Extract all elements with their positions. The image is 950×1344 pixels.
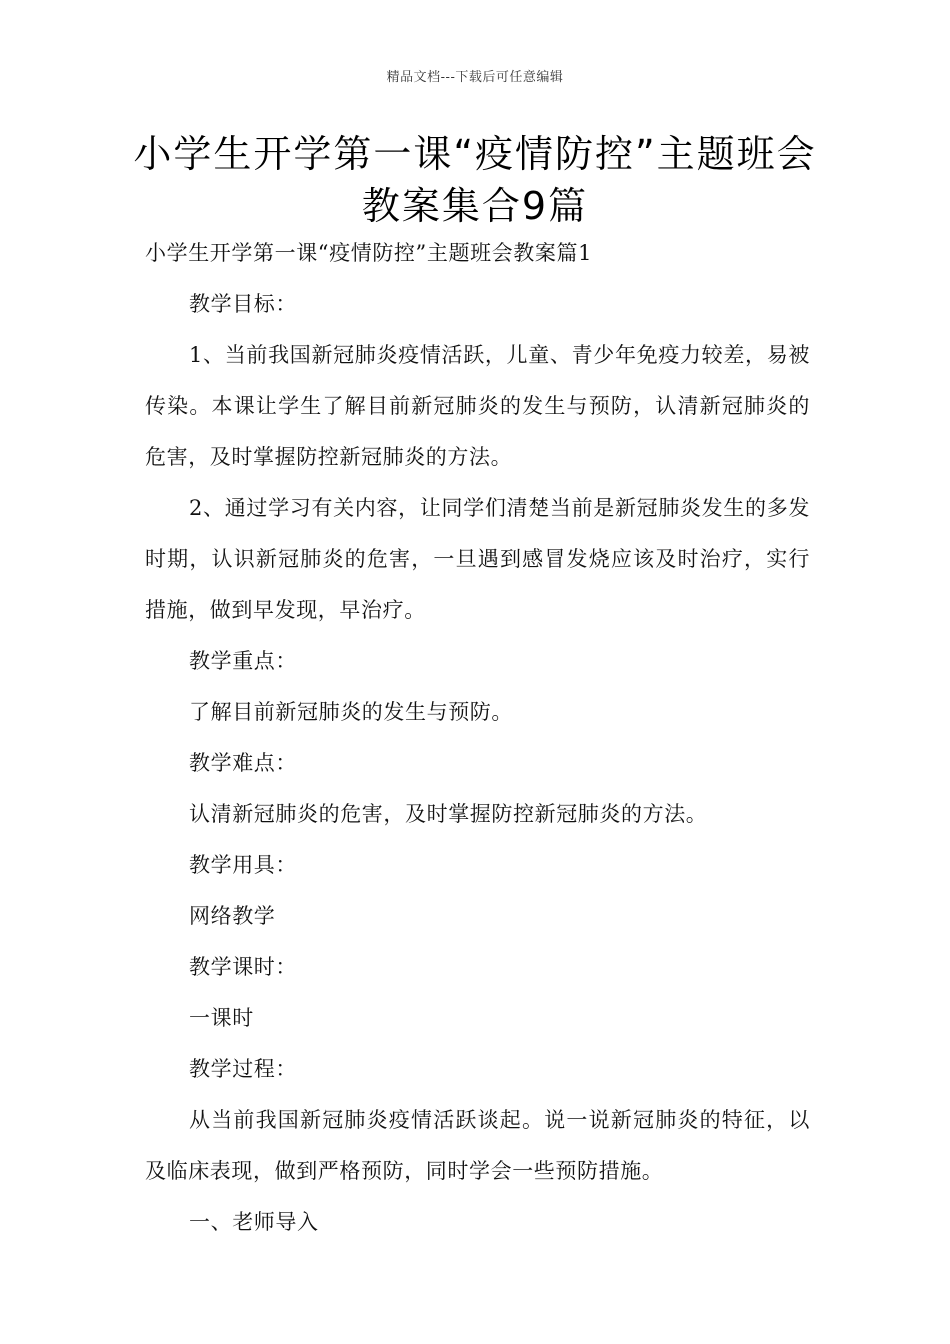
key-point-text: 了解目前新冠肺炎的发生与预防。 (189, 700, 513, 724)
tools-label: 教学用具： (189, 853, 297, 877)
header-note: 精品文档---下载后可任意编辑 (386, 70, 564, 85)
process-text: 从当前我国新冠肺炎疫情活跃谈起。说一说新冠肺炎的特征，以及临床表现，做到严格预防，同时学会一些预防措施。 (145, 1108, 810, 1183)
class-hours-text: 一课时 (189, 1006, 254, 1030)
key-point-label: 教学重点： (189, 649, 297, 673)
section-one-heading: 一、老师导入 (189, 1210, 319, 1234)
process-label: 教学过程： (189, 1057, 297, 1081)
section-heading: 小学生开学第一课“疫情防控”主题班会教案篇1 (145, 241, 593, 265)
tools-text: 网络教学 (189, 904, 276, 928)
difficulty-text: 认清新冠肺炎的危害，及时掌握防控新冠肺炎的方法。 (189, 802, 708, 826)
document-body (145, 228, 810, 1248)
document-title: 小学生开学第一课“疫情防控”主题班会教案集合9篇 (133, 132, 817, 228)
goal-item-1: 1、当前我国新冠肺炎疫情活跃，儿童、青少年免疫力较差，易被传染。本课让学生了解目前新冠肺炎的发生与预防，认清新冠肺炎的危害，及时掌握防控新冠肺炎的方法。 (145, 343, 810, 469)
goal-item-2: 2、通过学习有关内容，让同学们清楚当前是新冠肺炎发生的多发时期，认识新冠肺炎的危害，一旦遇到感冒发烧应该及时治疗，实行措施，做到早发现，早治疗。 (145, 496, 810, 622)
difficulty-label: 教学难点： (189, 751, 297, 775)
teaching-goals-label: 教学目标： (189, 292, 297, 316)
class-hours-label: 教学课时： (189, 955, 297, 979)
